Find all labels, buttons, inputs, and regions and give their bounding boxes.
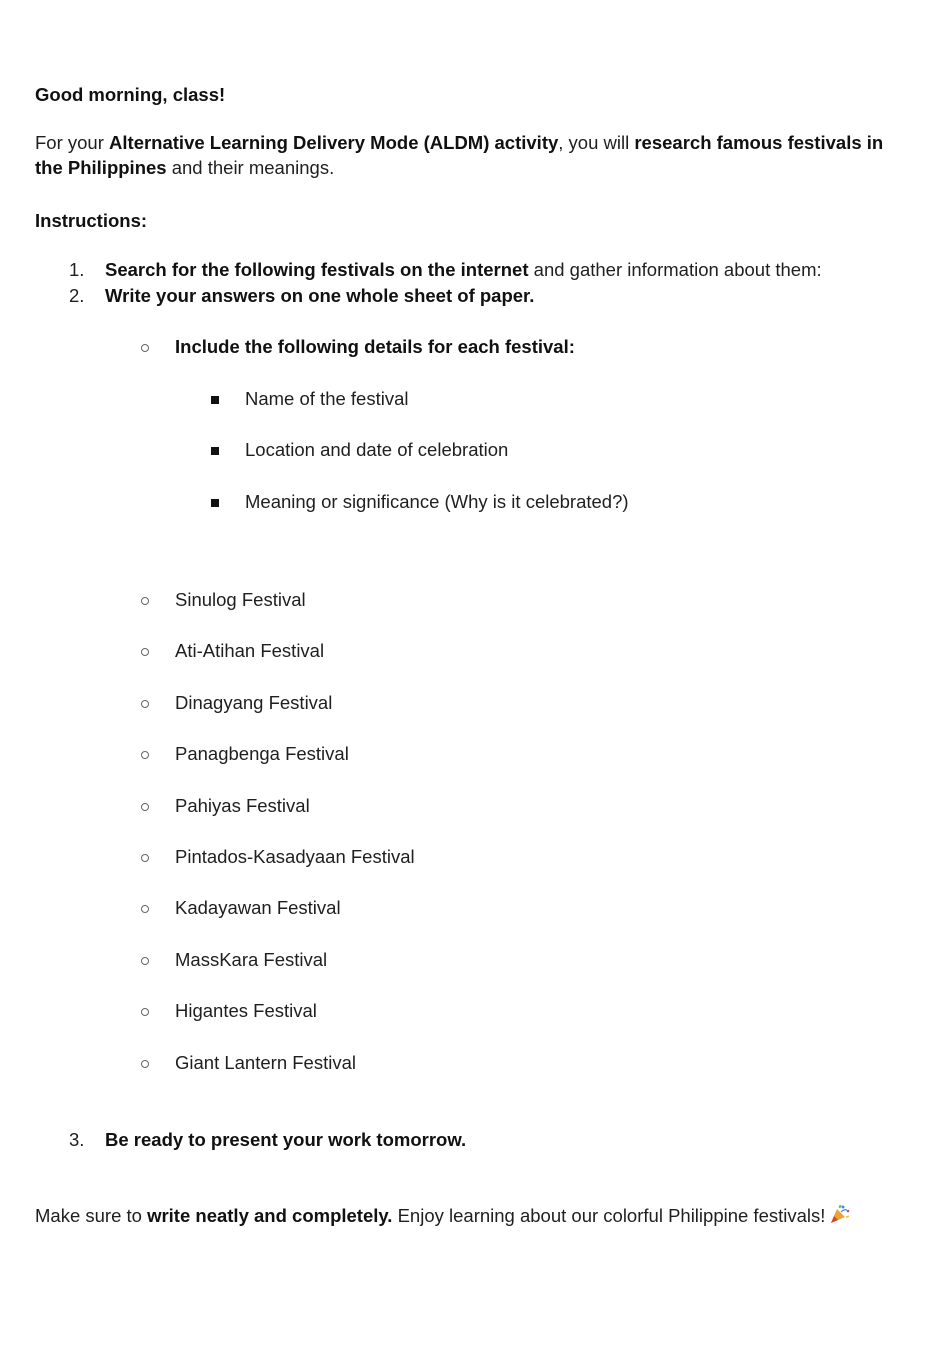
festival-item: Higantes Festival	[175, 1000, 317, 1021]
festival-item: Giant Lantern Festival	[175, 1052, 356, 1073]
festival-item: Kadayawan Festival	[175, 897, 341, 918]
square-bullet-icon	[211, 447, 219, 455]
greeting: Good morning, class!	[35, 84, 226, 105]
circle-bullet-icon	[141, 648, 149, 656]
intro-line-1: For your Alternative Learning Delivery Mode (ALDM) activity, you will research famous festivals in	[35, 132, 884, 153]
festival-item: Dinagyang Festival	[175, 692, 333, 713]
festival-item: Sinulog Festival	[175, 589, 306, 610]
festival-item: Pahiyas Festival	[175, 795, 310, 816]
step-text: Write your answers on one whole sheet of paper.	[105, 285, 535, 306]
detail-item: Meaning or significance (Why is it celebrated?)	[245, 491, 629, 512]
circle-bullet-icon	[141, 751, 149, 759]
step-text: Search for the following festivals on the internet and gather information about them:	[105, 259, 822, 280]
circle-bullet-icon	[141, 1008, 149, 1016]
instructions-heading: Instructions:	[35, 210, 148, 231]
details-heading: Include the following details for each festival:	[175, 336, 575, 357]
festival-item: MassKara Festival	[175, 949, 328, 970]
circle-bullet-icon	[141, 1060, 149, 1068]
circle-bullet-icon	[141, 803, 149, 811]
square-bullet-icon	[211, 396, 219, 404]
step-number: 2.	[69, 285, 85, 306]
party-popper-icon	[829, 1203, 851, 1225]
circle-bullet-icon	[141, 957, 149, 965]
step-number: 1.	[69, 259, 85, 280]
circle-bullet-icon	[141, 344, 149, 352]
circle-bullet-icon	[141, 597, 149, 605]
intro-line-2: the Philippines and their meanings.	[35, 157, 335, 178]
step-number: 3.	[69, 1129, 85, 1150]
detail-item: Location and date of celebration	[245, 439, 509, 460]
square-bullet-icon	[211, 499, 219, 507]
festival-item: Ati-Atihan Festival	[175, 640, 325, 661]
circle-bullet-icon	[141, 700, 149, 708]
closing-line: Make sure to write neatly and completely. Enjoy learning about our colorful Philippine festivals!	[35, 1203, 851, 1228]
circle-bullet-icon	[141, 905, 149, 913]
detail-item: Name of the festival	[245, 388, 409, 409]
festival-item: Panagbenga Festival	[175, 743, 349, 764]
festival-item: Pintados-Kasadyaan Festival	[175, 846, 415, 867]
circle-bullet-icon	[141, 854, 149, 862]
step-text: Be ready to present your work tomorrow.	[105, 1129, 467, 1150]
